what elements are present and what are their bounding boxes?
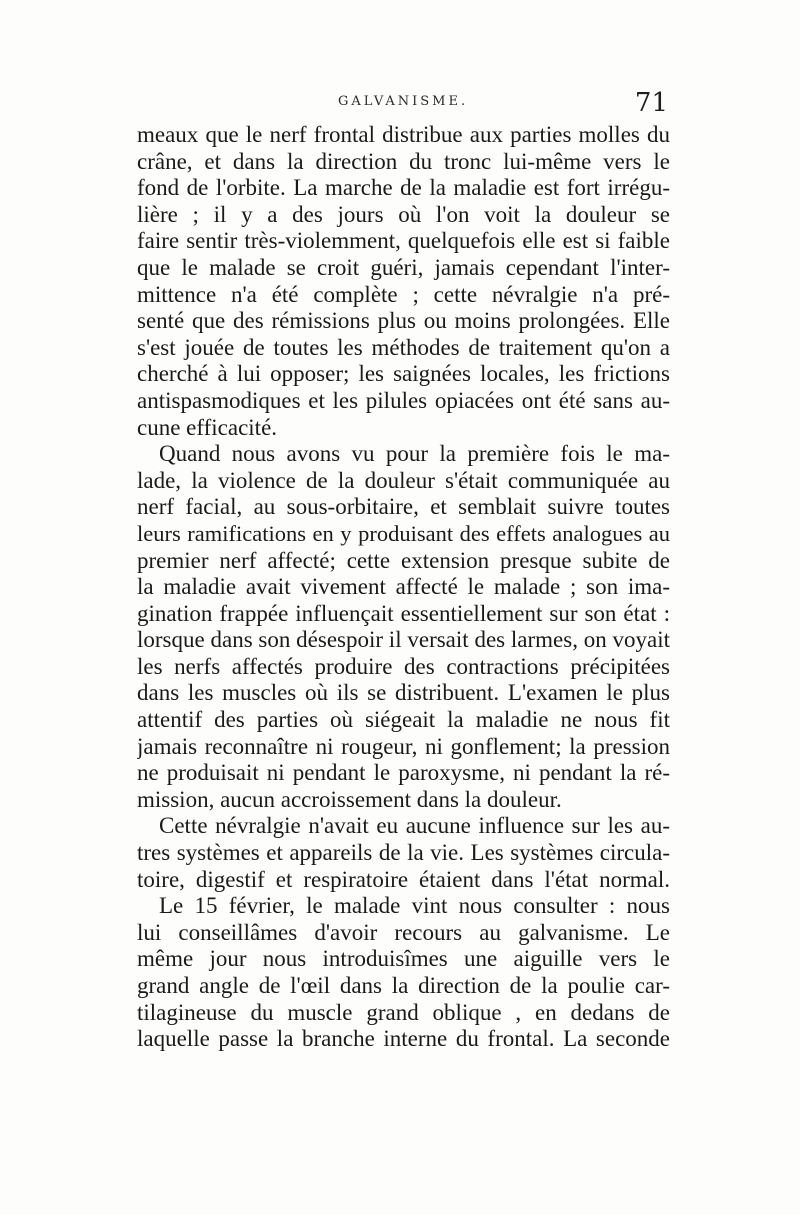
text-line: que le malade se croit guéri, jamais cependant l'inter- (137, 254, 670, 280)
text-line: toire, digestif et respiratoire étaient dans l'état normal. (137, 866, 670, 892)
text-line: gination frappée influençait essentiellement sur son état : (137, 600, 670, 626)
text-line: premier nerf affecté; cette extension presque subite de (137, 547, 670, 573)
text-line: crâne, et dans la direction du tronc lui-même vers le (137, 148, 670, 174)
text-line: les nerfs affectés produire des contractions précipitées (137, 653, 670, 679)
text-line: s'est jouée de toutes les méthodes de traitement qu'on a (137, 334, 670, 360)
text-line: meaux que le nerf frontal distribue aux parties molles du (137, 122, 670, 147)
text-line: la maladie avait vivement affecté le malade ; son ima- (137, 574, 670, 600)
text-line: laquelle passe la branche interne du frontal. La seconde (137, 1026, 670, 1052)
text-line: nerf facial, au sous-orbitaire, et semblait suivre toutes (137, 494, 670, 520)
text-line: leurs ramifications en y produisant des effets analogues au (137, 520, 670, 546)
text-line: grand angle de l'œil dans la direction de la poulie car- (137, 973, 670, 998)
running-title: GALVANISME. (338, 94, 469, 109)
text-line: mittence n'a été complète ; cette névralgie n'a pré- (137, 281, 670, 307)
paragraph-end-line: cune efficacité. (137, 414, 278, 440)
paragraph-start-line: Le 15 février, le malade vint nous consulter : nous (159, 893, 670, 919)
text-line: tilagineuse du muscle grand oblique , en dedans de (137, 999, 670, 1025)
text-line: ne produisait ni pendant le paroxysme, ni pendant la ré- (137, 760, 670, 786)
text-line: antispasmodiques et les pilules opiacées ont été sans au- (137, 387, 670, 413)
text-line: senté que des rémissions plus ou moins prolongées. Elle (137, 308, 670, 334)
paragraph-start-line: Cette névralgie n'avait eu aucune influence sur les au- (159, 813, 670, 839)
text-line: lorsque dans son désespoir il versait des larmes, on voyait (137, 627, 670, 653)
text-line: dans les muscles où ils se distribuent. L'examen le plus (137, 680, 670, 706)
body-text (137, 122, 670, 1053)
text-line: fond de l'orbite. La marche de la maladie est fort irrégu- (137, 175, 670, 201)
text-line: même jour nous introduisîmes une aiguille vers le (137, 946, 670, 972)
text-line: jamais reconnaître ni rougeur, ni gonflement; la pression (137, 733, 670, 759)
text-line: lui conseillâmes d'avoir recours au galvanisme. Le (137, 919, 670, 945)
text-line: cherché à lui opposer; les saignées locales, les frictions (137, 361, 670, 387)
text-line: tres systèmes et appareils de la vie. Les systèmes circula- (137, 840, 670, 866)
paragraph-start-line: Quand nous avons vu pour la première fois le ma- (159, 441, 670, 467)
text-line: lière ; il y a des jours où l'on voit la douleur se (137, 201, 670, 227)
page-number: 71 (634, 88, 668, 118)
text-line: attentif des parties où siégeait la maladie ne nous fit (137, 707, 670, 733)
paragraph-end-line: mission, aucun accroissement dans la douleur. (137, 786, 562, 812)
text-line: lade, la violence de la douleur s'était communiquée au (137, 467, 670, 493)
text-line: faire sentir très-violemment, quelquefois elle est si faible (137, 228, 670, 254)
